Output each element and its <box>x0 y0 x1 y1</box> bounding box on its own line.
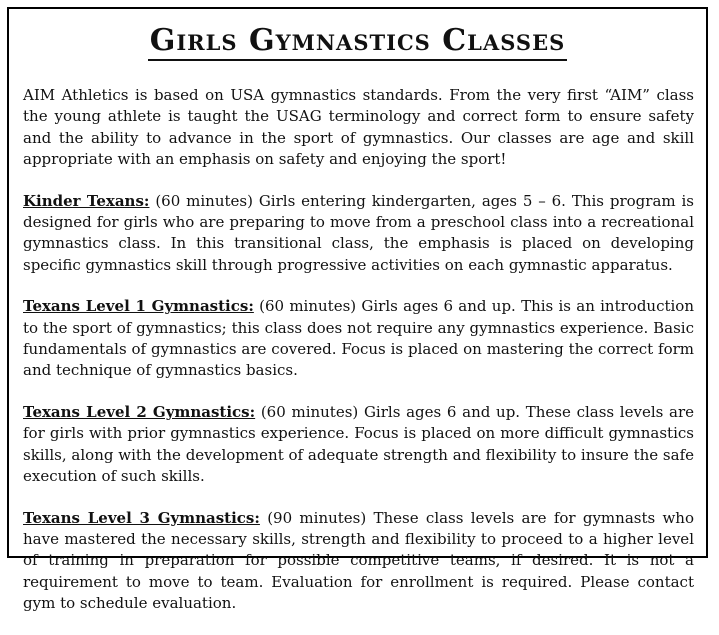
class-description: (60 minutes) Girls ages 6 and up. These class levels are for girls with prior gymnastics experience. Focus is placed on more difficult gymnastics skills, along with the development of adequate strength and flexibility to insure the safe execution of such skills. <box>23 402 694 486</box>
class-kinder-texans <box>23 191 694 277</box>
class-description: (60 minutes) Girls ages 6 and up. This is an introduction to the sport of gymnastics; this class does not require any gymnastics experience. Basic fundamentals of gymnastics are covered. Focus is placed on mastering the correct form and technique of gymnastics basics. <box>23 297 695 380</box>
class-name: Texans Level 1 Gymnastics: <box>23 297 254 316</box>
class-description: (90 minutes) These class levels are for gymnasts who have mastered the necessary skills, strength and flexibility to proceed to a higher level of training in preparation for possible competitive teams, if desired. It is not a requirement to move to team. Evaluation for enrollment is required. Please contact gym to schedule evaluation. <box>23 508 694 613</box>
page-title-text: Girls Gymnastics Classes <box>148 23 568 61</box>
class-name: Texans Level 2 Gymnastics: <box>23 402 256 421</box>
class-name: Kinder Texans: <box>23 191 150 210</box>
class-name: Texans Level 3 Gymnastics: <box>23 508 260 527</box>
document-body <box>23 85 694 635</box>
document-frame <box>7 7 708 613</box>
class-texans-level-1 <box>23 296 694 382</box>
page-title <box>9 21 706 61</box>
class-texans-level-2 <box>23 402 694 488</box>
intro-paragraph: AIM Athletics is based on USA gymnastics standards. From the very first “AIM” class the young athlete is taught the USAG terminology and correct form to ensure safety and the ability to advance in the sport of gymnastics. Our classes are age and skill appropriate with an emphasis on safety and enjoying the sport! <box>23 86 694 169</box>
class-texans-level-3 <box>23 508 694 615</box>
class-description: (60 minutes) Girls entering kindergarten, ages 5 – 6. This program is designed for girls who are preparing to move from a preschool class into a recreational gymnastics class. In this transitional class, the emphasis is placed on developing specific gymnastics skill through progressive activities on each gymnastic apparatus. <box>23 191 694 274</box>
